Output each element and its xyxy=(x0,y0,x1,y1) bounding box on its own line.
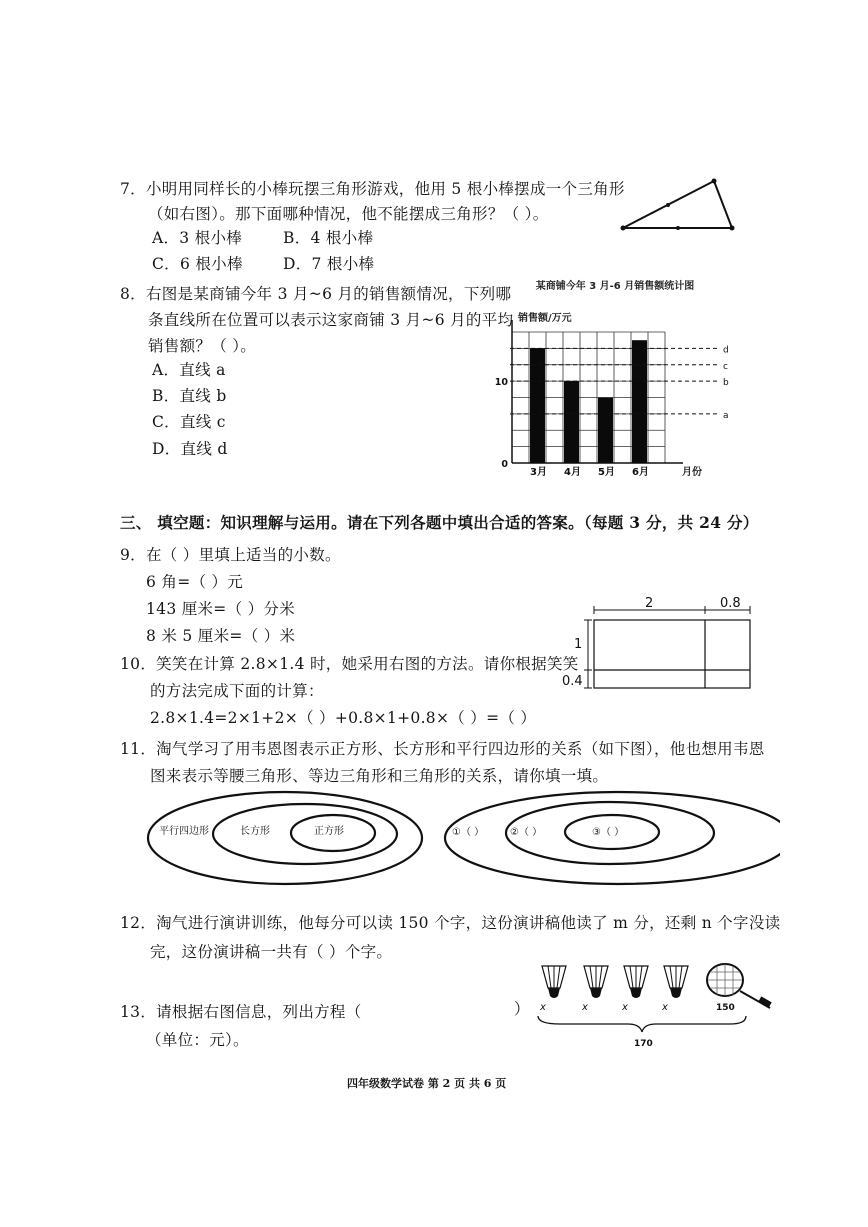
q7-option-b: B．4 根小棒 xyxy=(283,229,374,247)
chart-tick-label: 5月 xyxy=(598,467,615,478)
page-footer: 四年级数学试卷 第 2 页 共 6 页 xyxy=(347,1077,507,1090)
chart-ylabel: 销售额/万元 xyxy=(518,313,572,324)
venn-middle-label: 长方形 xyxy=(240,826,270,837)
chart-reference-label: d xyxy=(723,345,729,356)
q8-line2: 条直线所在位置可以表示这家商铺 3 月~6 月的平均 xyxy=(148,311,514,329)
q13-line1: 13．请根据右图信息，列出方程（ xyxy=(120,1003,362,1021)
q7-line1: 7．小明用同样长的小棒玩摆三角形游戏，他用 5 根小棒摆成一个三角形 xyxy=(120,180,625,198)
shuttlecock-icon xyxy=(584,966,608,998)
q7-option-a: A．3 根小棒 xyxy=(152,229,243,247)
chart-tick-label: 6月 xyxy=(632,467,649,478)
q13-line2: （单位：元）。 xyxy=(146,1031,249,1049)
chart-tick-label: 3月 xyxy=(530,467,547,478)
chart-reference-label: a xyxy=(723,410,729,421)
q7-option-d: D．7 根小棒 xyxy=(283,255,375,273)
fig-top-right-label: 0.8 xyxy=(720,596,741,611)
chart-y-tick-label: 0 xyxy=(501,459,508,470)
chart-bar xyxy=(530,348,545,463)
racket-price: 150 xyxy=(716,1003,735,1013)
total-price: 170 xyxy=(634,1039,653,1049)
chart-bar xyxy=(564,381,579,463)
chart-reference-label: c xyxy=(723,361,728,372)
q8-option-b: B．直线 b xyxy=(152,387,227,405)
shuttlecock-icon xyxy=(542,966,566,998)
q12-line1: 12．淘气进行演讲训练，他每分可以读 150 个字，这份演讲稿他读了 m 分，还剩 n 个字没读 xyxy=(120,914,781,932)
shuttlecock-price-3: x xyxy=(622,1002,628,1013)
q8-line3: 销售额？（ ）。 xyxy=(148,337,257,355)
venn-blank-1: ①（ ） xyxy=(452,827,485,838)
shuttlecock-price-2: x xyxy=(582,1002,588,1013)
shuttlecock-racket-figure xyxy=(530,958,780,1050)
chart-y-tick-label: 10 xyxy=(494,377,508,389)
q7-line2: （如右图）。那下面哪种情况，他不能摆成三角形？（ ）。 xyxy=(148,205,549,223)
chart-bar xyxy=(598,398,613,464)
q9-line1: 9．在（ ）里填上适当的小数。 xyxy=(120,546,341,564)
q10-line3: 2.8×1.4=2×1+2×（ ）+0.8×1+0.8×（ ）=（ ） xyxy=(150,709,537,727)
venn-blank-3: ③（ ） xyxy=(592,827,625,838)
chart-title: 某商铺今年 3 月-6 月销售额统计图 xyxy=(535,281,695,292)
venn-blank-2: ②（ ） xyxy=(510,827,543,838)
q11-line2: 图来表示等腰三角形、等边三角形和三角形的关系，请你填一填。 xyxy=(150,767,609,785)
fig-left-label: 1 xyxy=(574,637,583,652)
q11-line1: 11．淘气学习了用韦恩图表示正方形、长方形和平行四边形的关系（如下图），他也想用韦恩 xyxy=(120,740,765,758)
fig-top-label: 2 xyxy=(645,596,654,611)
chart-xlabel: 月份 xyxy=(682,467,702,478)
q10-line2: 的方法完成下面的计算： xyxy=(150,682,324,700)
badminton-racket-icon xyxy=(707,964,772,1008)
chart-tick-label: 4月 xyxy=(564,467,581,478)
triangle-figure xyxy=(615,175,745,237)
venn-diagrams xyxy=(140,788,780,892)
q7-option-c: C．6 根小棒 xyxy=(152,255,243,273)
q13-line1-end: ） xyxy=(514,1000,530,1018)
q8-option-a: A．直线 a xyxy=(152,361,226,379)
venn-inner-label: 正方形 xyxy=(314,826,344,837)
q9-item-b: 143 厘米=（ ）分米 xyxy=(146,600,296,618)
chart-bar xyxy=(632,340,647,463)
shuttlecock-icon xyxy=(624,966,648,998)
q9-item-c: 8 米 5 厘米=（ ）米 xyxy=(146,627,296,645)
shuttlecock-price-1: x xyxy=(540,1002,546,1013)
shuttlecock-price-4: x xyxy=(662,1002,668,1013)
q8-line1: 8．右图是某商铺今年 3 月~6 月的销售额情况，下列哪 xyxy=(120,285,512,303)
q9-item-a: 6 角=（ ）元 xyxy=(146,573,244,591)
area-model-figure xyxy=(560,596,760,696)
q8-option-d: D．直线 d xyxy=(152,440,228,458)
shuttlecock-icon xyxy=(664,966,688,998)
q10-line1: 10．笑笑在计算 2.8×1.4 时，她采用右图的方法。请你根据笑笑 xyxy=(120,655,579,673)
sales-bar-chart xyxy=(490,275,740,485)
section3-heading: 三、 填空题：知识理解与运用。请在下列各题中填出合适的答案。（每题 3 分，共 24 分） xyxy=(120,513,759,532)
q8-option-c: C．直线 c xyxy=(152,413,226,431)
venn-outer-label: 平行四边形 xyxy=(159,826,209,837)
chart-reference-label: b xyxy=(723,378,729,389)
q12-line2: 完，这份演讲稿一共有（ ）个字。 xyxy=(150,943,393,961)
fig-left-bottom-label: 0.4 xyxy=(562,674,583,689)
